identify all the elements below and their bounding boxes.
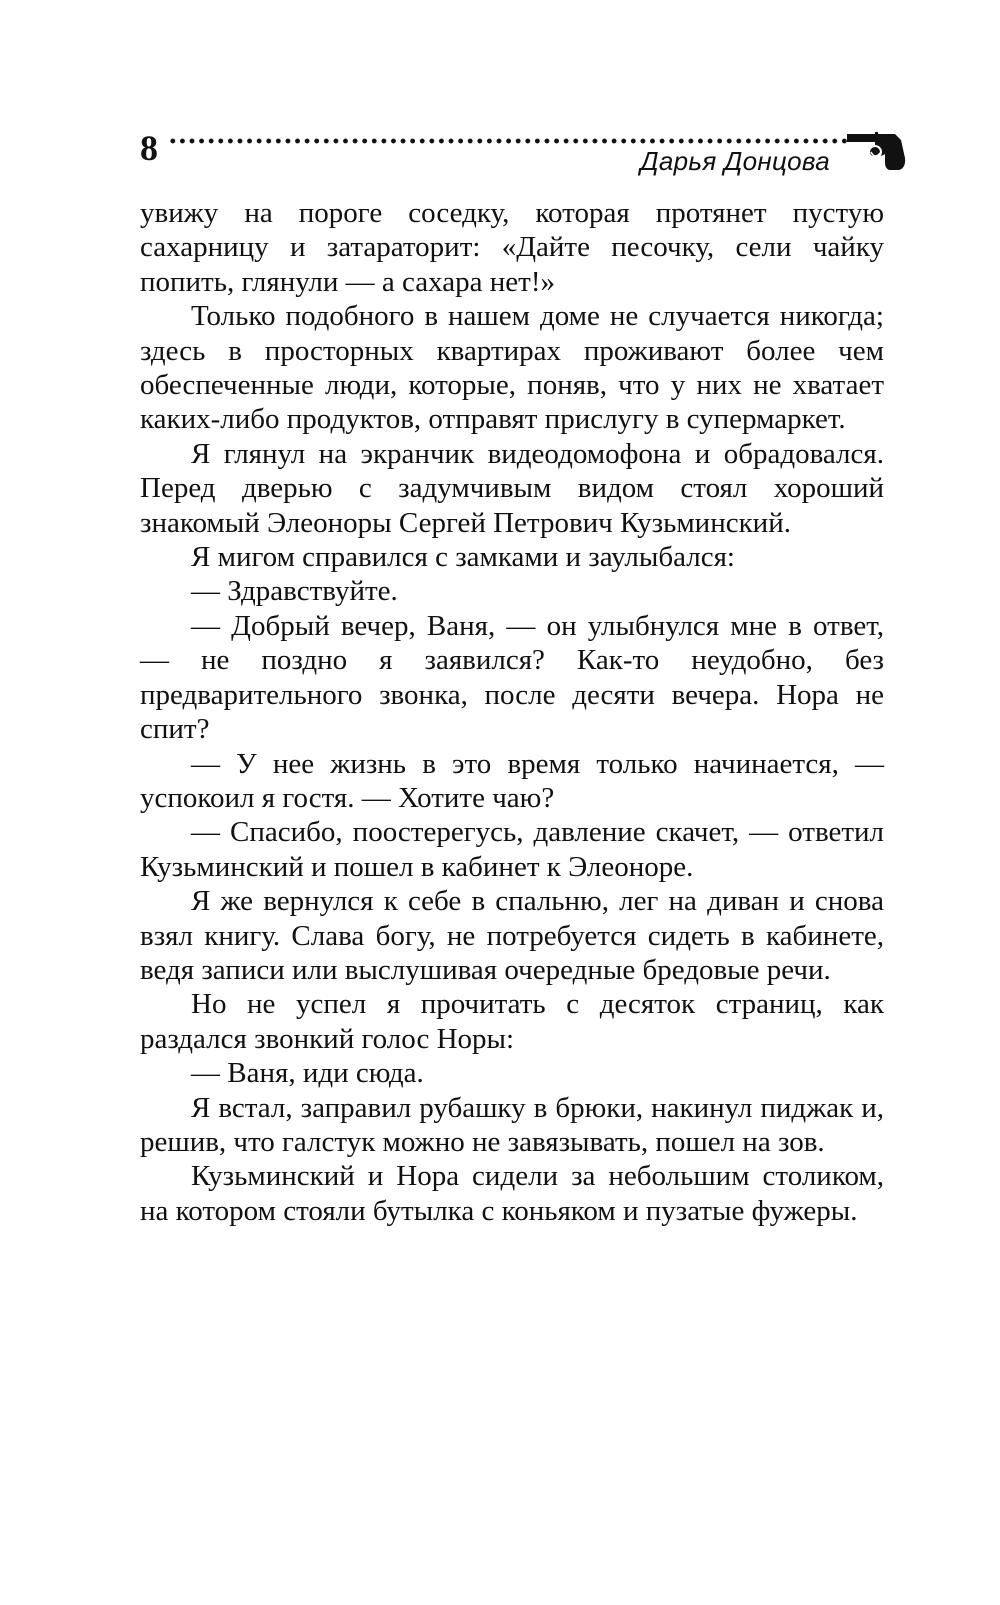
- dialogue-line: — Здравствуйте.: [191, 575, 398, 608]
- dialogue-line: — Ваня, иди сюда.: [191, 1057, 424, 1090]
- dialogue-line: — Спасибо, поостерегусь, давление скачет, — ответил Кузьминский и пошел в кабинет к Элеоноре.: [140, 816, 884, 883]
- paragraph: Я глянул на экранчик видеодомофона и обрадовался. Перед дверью с задумчивым видом стоял хороший знакомый Элеоноры Сергей Петрович Кузьминский.: [140, 437, 884, 539]
- running-header-author: Дарья Донцова: [640, 146, 830, 176]
- paragraph: Я встал, заправил рубашку в брюки, накинул пиджак и, решив, что галстук можно не завязывать, пошел на зов.: [140, 1091, 884, 1158]
- body-text: [140, 196, 884, 1228]
- running-header: [140, 128, 930, 188]
- dialogue-line: — У нее жизнь в это время только начинается, — успокоил я гостя. — Хотите чаю?: [140, 747, 884, 814]
- page-number: 8: [140, 128, 158, 168]
- paragraph: Кузьминский и Нора сидели за небольшим столиком, на котором стояли бутылка с коньяком и пузатые фужеры.: [140, 1160, 884, 1227]
- paragraph: Но не успел я прочитать с десяток страниц, как раздался звонкий голос Норы:: [140, 988, 884, 1055]
- paragraph: Я же вернулся к себе в спальню, лег на диван и снова взял книгу. Слава богу, не потребуется сидеть в кабинете, ведя записи или выслушивая очередные бредовые речи.: [140, 885, 884, 986]
- paragraph: увижу на пороге соседку, которая протянет пустую сахарницу и затараторит: «Дайте песочку, сели чайку попить, глянули — а сахара нет!»: [140, 197, 884, 298]
- dot-leader: [168, 138, 848, 144]
- paragraph: Только подобного в нашем доме не случается никогда; здесь в просторных квартирах проживают более чем обеспеченные люди, которые, поняв, что у них не хватает каких-либо продуктов, отправят прислугу в супермаркет.: [140, 300, 884, 436]
- paragraph: Я мигом справился с замками и заулыбался:: [191, 541, 735, 574]
- dialogue-line: — Добрый вечер, Ваня, — он улыбнулся мне в ответ, — не поздно я заявился? Как-то неудобно, без предварительного звонка, после десяти вечера. Нора не спит?: [140, 609, 884, 746]
- revolver-icon: [845, 130, 907, 172]
